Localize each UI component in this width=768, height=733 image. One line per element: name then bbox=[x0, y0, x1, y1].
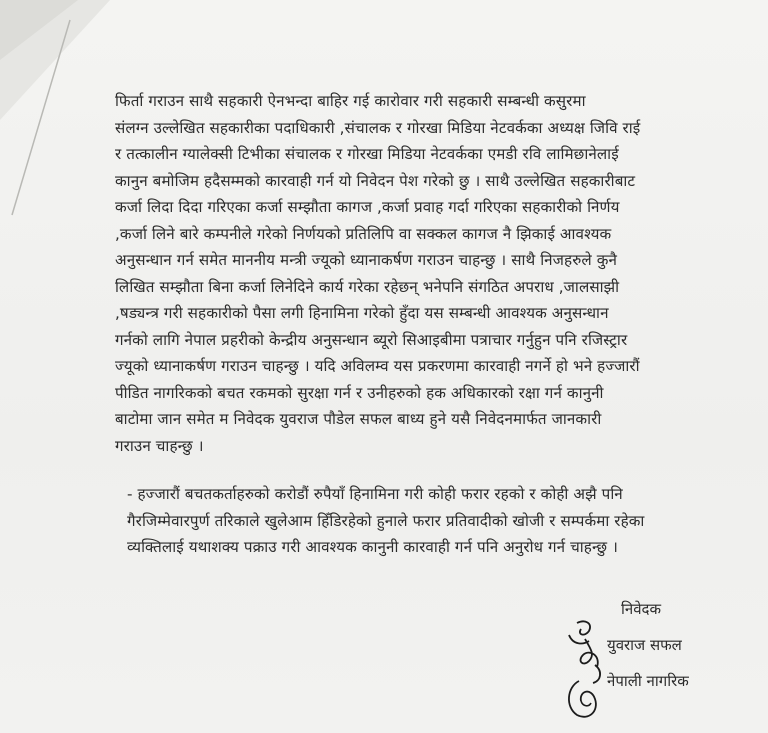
paragraph-line: व्यक्तिलाई यथाशक्य पक्राउ गरी आवश्यक कानुनी कारवाही गर्न पनि अनुरोध गर्न चाहन्छु । bbox=[127, 538, 618, 556]
paragraph-line: कानुन बमोजिम हदैसम्मको कारवाही गर्न यो निवेदन पेश गरेको छु । साथै उल्लेखित सहकारीबाट bbox=[115, 171, 636, 190]
paragraph-line: - हज्जारौं बचतकर्ताहरुको करोडौं रुपैयाँ हिनामिना गरी कोही फरार रहको र कोही अझै पनि bbox=[127, 485, 623, 503]
paragraph-line: ,कर्जा लिने बारे कम्पनीले गरेको निर्णयको प्रतिलिपि वा सक्कल कागज नै झिकाई आवश्यक bbox=[115, 224, 612, 243]
paragraph-line: ,षड्यन्त्र गरी सहकारीको पैसा लगी हिनामिना गरेको हुँदा यस सम्बन्धी आवश्यक अनुसन्धान bbox=[115, 304, 609, 322]
paragraph-line: लिखित सम्झौता बिना कर्जा लिनेदिने कार्य गरेका रहेछन् भनेपनि संगठित अपराध ,जालसाझी bbox=[115, 277, 620, 296]
paragraph-line: गराउन चाहन्छु । bbox=[115, 436, 204, 455]
paragraph-line: कर्जा लिदा दिदा गरिएका कर्जा सम्झौता कागज ,कर्जा प्रवाह गर्दा गरिएका सहकारीको निर्णय bbox=[115, 198, 620, 216]
paragraph-line: अनुसन्धान गर्न समेत माननीय मन्त्री ज्यूको ध्यानाकर्षण गराउन चाहन्छु । साथै निजहरुले कुनै bbox=[115, 251, 618, 269]
paragraph-request bbox=[115, 481, 715, 561]
paragraph-line: फिर्ता गराउन साथै सहकारी ऐनभन्दा बाहिर गई कारोवार गरी सहकारी सम्बन्धी कसुरमा bbox=[115, 92, 586, 110]
paragraph-line: बाटोमा जान समेत म निवेदक युवराज पौडेल सफल बाध्य हुने यसै निवेदनमार्फत जानकारी bbox=[115, 410, 602, 428]
petitioner-label: निवेदक bbox=[621, 600, 662, 618]
paragraph-line: गर्नको लागि नेपाल प्रहरीको केन्द्रीय अनुसन्धान ब्यूरो सिआइबीमा पत्राचार गर्नुहुन पनि रजिस्ट्रार bbox=[115, 330, 628, 349]
paragraph-line: संलग्न उल्लेखित सहकारीका पदाधिकारी ,संचालक र गोरखा मिडिया नेटवर्कका अध्यक्ष जिवि राई bbox=[115, 118, 641, 137]
signature-block bbox=[607, 596, 689, 695]
paragraph-main bbox=[115, 88, 715, 459]
petitioner-descriptor: नेपाली नागरिक bbox=[607, 672, 689, 690]
paragraph-line: ज्यूको ध्यानाकर्षण गराउन चाहन्छु । यदि अविलम्व यस प्रकरणमा कारवाही नगर्ने हो भने हज्जारौं bbox=[115, 357, 640, 375]
paragraph-line: पीडित नागरिकको बचत रकमको सुरक्षा गर्न र उनीहरुको हक अधिकारको रक्षा गर्न कानुनी bbox=[115, 383, 604, 402]
crease-line bbox=[0, 0, 110, 220]
petitioner-name: युवराज सफल bbox=[607, 636, 682, 654]
paragraph-line: गैरजिम्मेवारपुर्ण तरिकाले खुलेआम हिँडिरहेको हुनाले फरार प्रतिवादीको खोजी र सम्पर्कमा रहेका bbox=[127, 511, 645, 530]
paragraph-line: र तत्कालीन ग्यालेक्सी टिभीका संचालक र गोरखा मिडिया नेटवर्कका एमडी रवि लामिछानेलाई bbox=[115, 145, 619, 163]
